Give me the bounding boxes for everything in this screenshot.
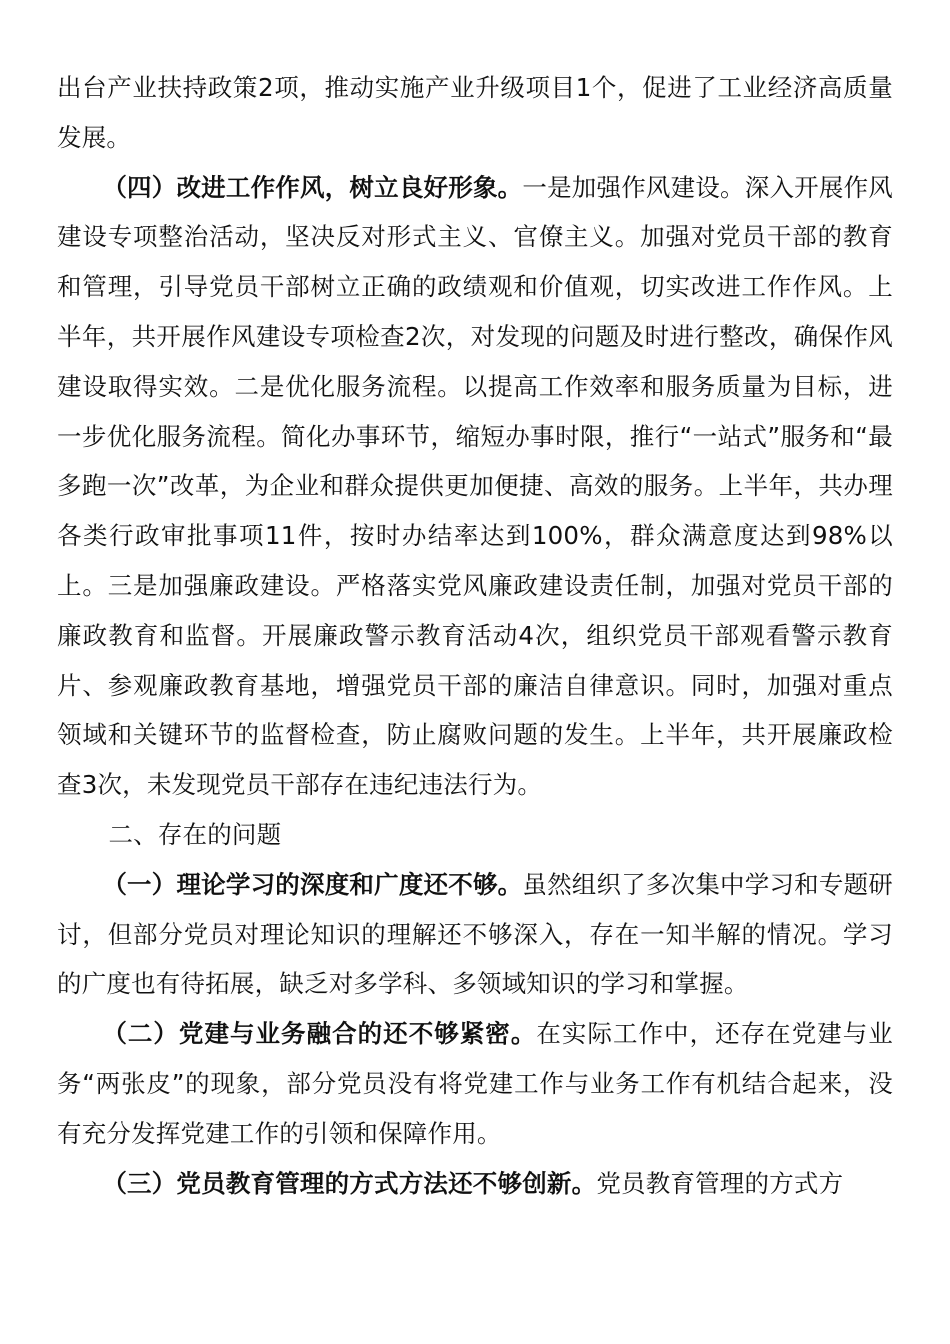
paragraph-lead-heading: （一）理论学习的深度和广度还不够。 [102,869,523,899]
paragraph-industrial-policy [57,63,893,163]
paragraph-body: 虽然组织了多次集中学习和专题研讨，但部分党员对理论知识的理解还不够深入，存在一知半解的情况。学习的广度也有待拓展，缺乏对多学科、多领域知识的学习和掌握。 [57,869,894,999]
paragraph-lead-heading: （四）改进工作作风，树立良好形象。 [102,172,523,202]
paragraph-body: 一是加强作风建设。深入开展作风建设专项整治活动，坚决反对形式主义、官僚主义。加强对党员干部的教育和管理，引导党员干部树立正确的政绩观和价值观，切实改进工作作风。上半年，共开展作风建设专项检查2次，对发现的问题及时进行整改，确保作风建设取得实效。二是优化服务流程。以提高工作效率和服务质量为目标，进一步优化服务流程。简化办事环节，缩短办事时限，推行“一站式”服务和“最多跑一次”改革，为企业和群众提供更加便捷、高效的服务。上半年，共办理各类行政审批事项11件，按时办结率达到100%，群众满意度达到98%以上。三是加强廉政建设。严格落实党风廉政建设责任制，加强对党员干部的廉政教育和监督。开展廉政警示教育活动4次，组织党员干部观看警示教育片、参观廉政教育基地，增强党员干部的廉洁自律意识。同时，加强对重点领域和关键环节的监督检查，防止腐败问题的发生。上半年，共开展廉政检查3次，未发现党员干部存在违纪违法行为。 [57,172,894,800]
paragraph-body: 出台产业扶持政策2项，推动实施产业升级项目1个，促进了工业经济高质量发展。 [57,73,893,152]
section-heading-problems: 二、存在的问题 [108,819,282,849]
paragraph-party-business-integration [57,1009,893,1158]
document-page [57,63,893,1208]
paragraph-work-style [57,163,893,810]
paragraph-body: 党员教育管理的方式方 [596,1168,844,1198]
paragraph-lead-heading: （二）党建与业务融合的还不够紧密。 [102,1019,537,1049]
paragraph-member-education [57,1159,893,1209]
paragraph-theory-study [57,860,893,1009]
paragraph-body: 在实际工作中，还存在党建与业务“两张皮”的现象，部分党员没有将党建工作与业务工作有机结合起来，没有充分发挥党建工作的引领和保障作用。 [57,1019,893,1148]
paragraph-lead-heading: （三）党员教育管理的方式方法还不够创新。 [102,1168,597,1198]
